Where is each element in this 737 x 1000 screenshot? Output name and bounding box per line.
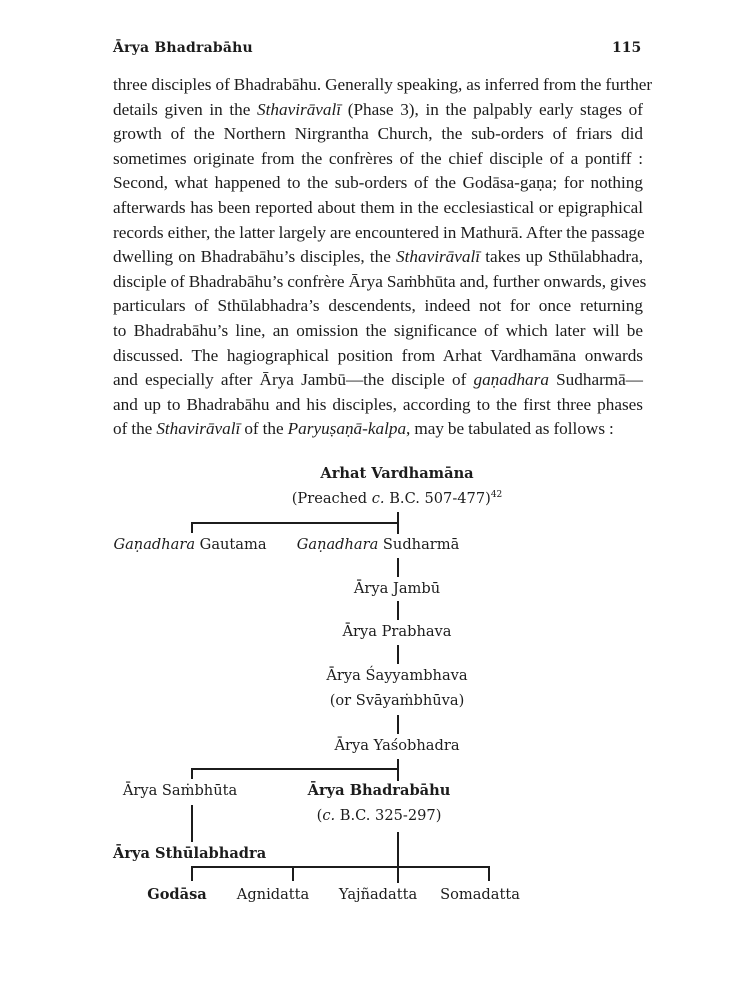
text-run: and up to Bhadrabāhu and his disciples, according to the first three phases: [113, 394, 643, 414]
node-bhadrabahu: Ārya Bhadrabāhu: [307, 782, 451, 799]
text-run: discussed. The hagiographical position from Arhat Vardhamāna onwards: [113, 345, 643, 365]
node-yasobhadra: Ārya Yaśobhadra: [334, 737, 460, 754]
running-head: Ārya Bhadrabāhu: [113, 40, 253, 56]
text-run: to Bhadrabāhu’s line, an omission the significance of which later will be: [113, 320, 643, 340]
text-run: disciple of Bhadrabāhu’s confrère Ārya Saṁbhūta and, further onwards, gives: [113, 271, 647, 291]
italic-term: Paryuṣaṇā-kalpa: [287, 419, 407, 439]
node-somadatta: Somadatta: [440, 886, 520, 903]
bhadrabahu-dates-open: (: [316, 807, 323, 824]
connector-sudharma-jambu: [397, 558, 399, 577]
footnote-ref: 42: [490, 490, 503, 500]
connector-sayyambhava-yasobhadra: [397, 715, 399, 734]
node-jambu: Ārya Jambū: [353, 580, 441, 597]
italic-term: gaṇadhara: [473, 370, 549, 390]
connector-bhadrabahu-down: [397, 832, 399, 883]
gautama-name: Gautama: [195, 536, 267, 553]
sudharma-title: Gaṇadhara: [296, 536, 379, 553]
connector-jambu-prabhava: [397, 601, 399, 620]
text-run: growth of the Northern Nirgrantha Church, the sub-orders of friars did: [113, 124, 643, 144]
circa-abbrev: c.: [371, 490, 385, 507]
text-run: (Phase 3), in the palpably early stages of: [341, 99, 643, 119]
text-run: , may be tabulated as follows :: [406, 419, 614, 439]
node-arhat-vardhamana: Arhat Vardhamāna: [320, 465, 474, 482]
connector-to-gautama: [191, 522, 193, 533]
node-sambhuta: Ārya Saṁbhūta: [122, 782, 238, 799]
italic-term: Sthavirāvalī: [156, 419, 241, 439]
bhadrabahu-dates-range: B.C. 325-297): [335, 807, 442, 824]
connector-to-somadatta: [488, 866, 490, 881]
gautama-title: Gaṇadhara: [113, 536, 196, 553]
node-sudharma: [297, 536, 460, 553]
node-yajnadatta: Yajñadatta: [338, 886, 418, 903]
connector-disciples-branch: [191, 866, 489, 868]
text-run: records either, the latter largely are encountered in Mathurā. After the passage: [113, 222, 645, 242]
bhadrabahu-circa: c.: [322, 807, 336, 824]
connector-to-agnidatta: [292, 866, 294, 881]
node-prabhava: Ārya Prabhava: [342, 623, 452, 640]
text-run: Sudharmā—: [548, 370, 643, 390]
text-run: dwelling on Bhadrabāhu’s disciples, the: [113, 247, 397, 267]
node-agnidatta: Agnidatta: [236, 886, 310, 903]
connector-to-sambhuta: [191, 768, 193, 779]
text-run: particulars of Sthūlabhadra’s descendents, indeed not for once returning: [113, 296, 643, 316]
node-sthulabhadra: Ārya Sthūlabhadra: [113, 845, 267, 862]
dates-range: B.C. 507-477): [384, 490, 491, 507]
text-run: afterwards has been reported about them in the ecclesiastical or epigraphical: [113, 197, 643, 217]
connector-yasobhadra-branch: [191, 768, 398, 770]
node-sayyambhava-alt: (or Svāyaṁbhūva): [329, 692, 465, 709]
connector-yasobhadra-down: [397, 759, 399, 781]
node-bhadrabahu-dates: [317, 807, 442, 824]
text-run: sometimes originate from the confrères of the chief disciple of a pontiff :: [113, 148, 643, 168]
node-sayyambhava: Ārya Śayyambhava: [326, 667, 468, 684]
dates-prefix: (Preached: [291, 490, 372, 507]
node-gautama: [113, 536, 266, 553]
node-godasa: Godāsa: [147, 886, 207, 903]
connector-root-branch: [191, 522, 398, 524]
text-run: Second, what happened to the sub-orders of the Godāsa-gaṇa; for nothing: [113, 173, 643, 193]
text-run: and especially after Ārya Jambū—the disciple of: [113, 370, 474, 390]
page-number: 115: [612, 40, 642, 56]
connector-prabhava-sayyambhava: [397, 645, 399, 664]
text-run: three disciples of Bhadrabāhu. Generally speaking, as inferred from the further: [113, 75, 653, 94]
text-run: of the: [113, 419, 157, 439]
sudharma-name: Sudharmā: [378, 536, 460, 553]
italic-term: Sthavirāvalī: [257, 99, 342, 119]
italic-term: Sthavirāvalī: [396, 247, 481, 267]
connector-to-godasa: [191, 866, 193, 881]
text-run: details given in the: [113, 99, 258, 119]
connector-sambhuta-sthulabhadra: [191, 805, 193, 842]
node-arhat-vardhamana-dates: [292, 490, 503, 507]
text-run: of the: [240, 419, 288, 439]
text-run: takes up Sthūlabhadra,: [480, 247, 643, 267]
